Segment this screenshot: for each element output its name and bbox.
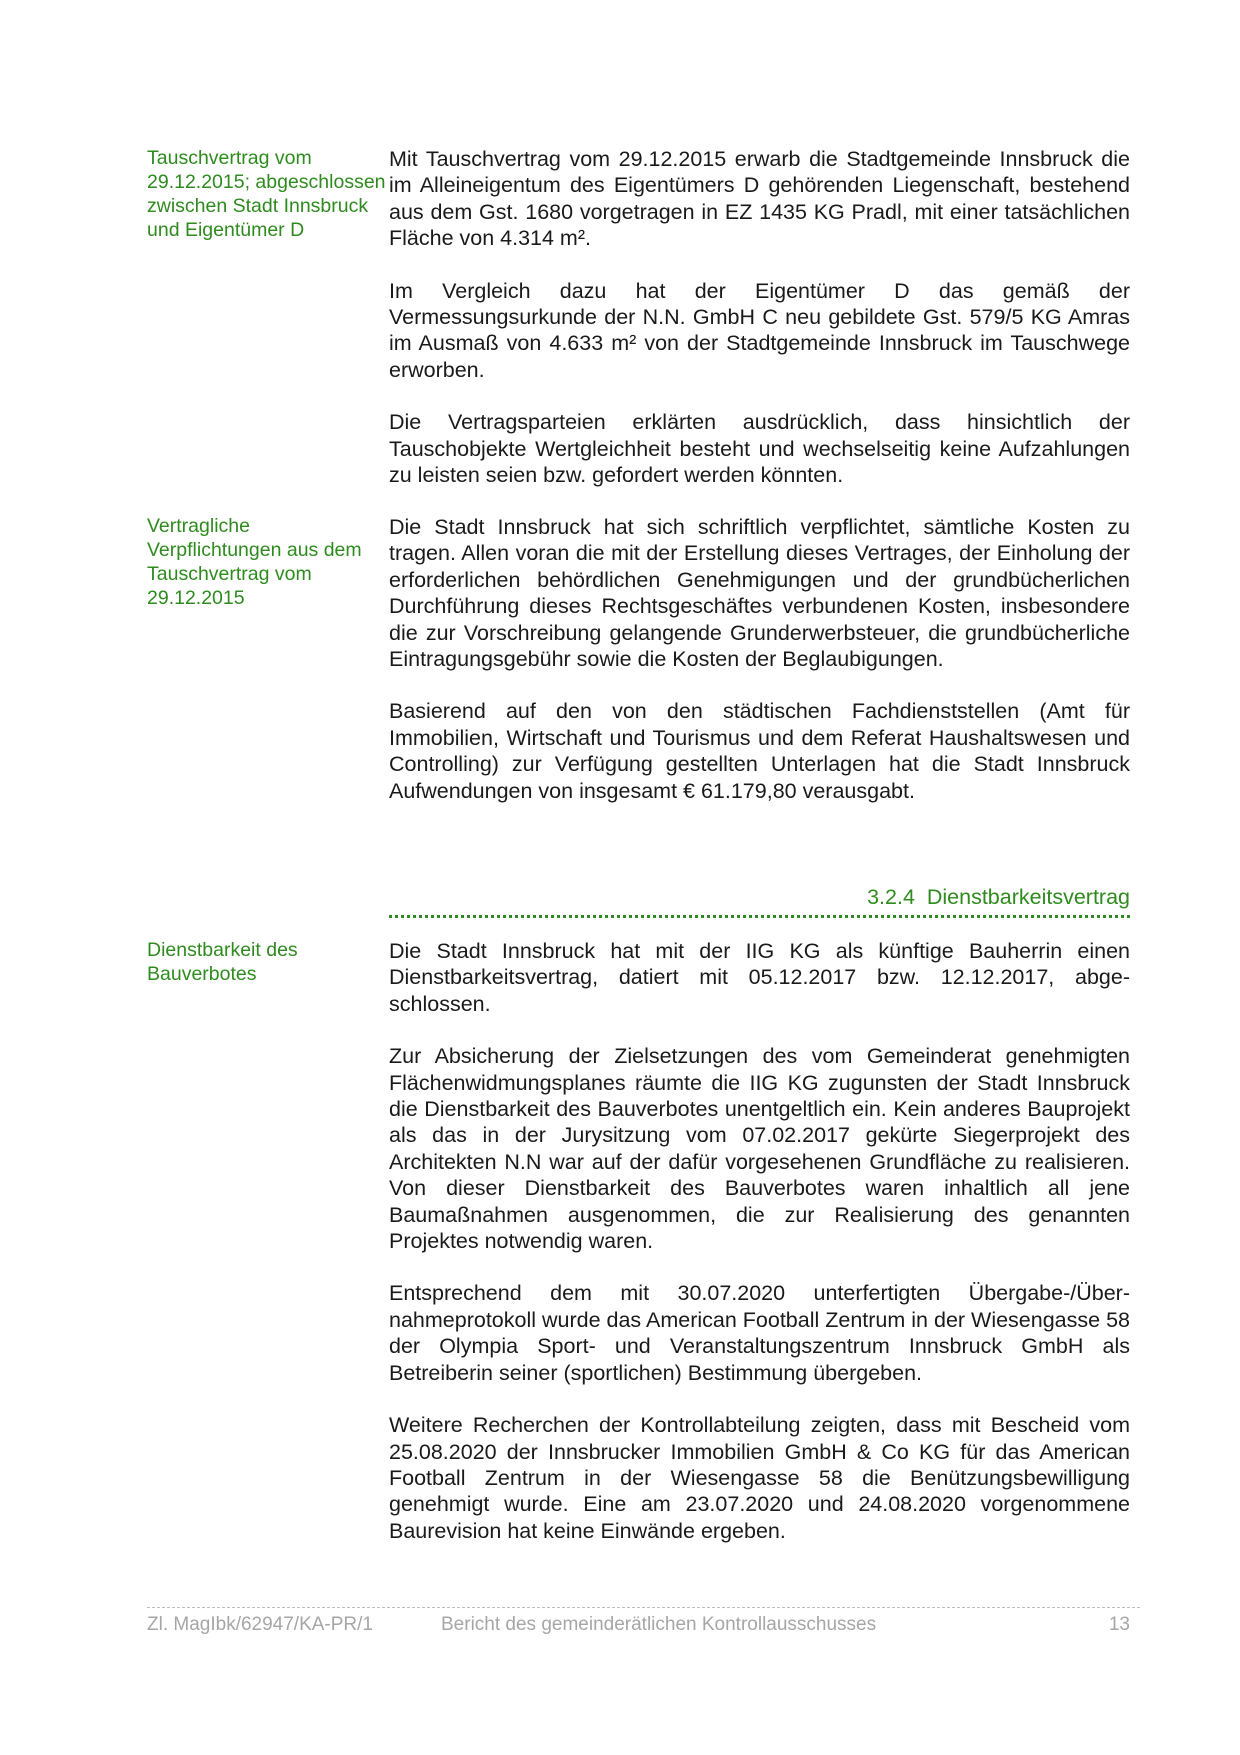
footer-divider xyxy=(147,1607,1140,1608)
section-heading xyxy=(389,884,1130,910)
section-divider xyxy=(389,915,1130,918)
paragraph: Mit Tauschvertrag vom 29.12.2015 erwarb die Stadtgemeinde Innsbruck die im Alleineigentum des Eigentümers D gehörenden Liegenschaft, bestehend aus dem Gst. 1680 vorgetragen in EZ 1435 KG Pradl, mit einer tatsächlichen Fläche von 4.314 m². xyxy=(389,147,1130,251)
paragraph: Zur Absicherung der Zielsetzungen des vom Gemeinderat genehmigten Flächenwidmungsplanes räumte die IIG KG zugunsten der Stadt Innsbruck die Dienstbarkeit des Bauverbotes unentgeltlich ein. Kein anderes Bauprojekt als das in der Jurysitzung vom 07.02.2017 gekürte Siegerprojekt des Architekten N.N war auf der dafür vorgesehenen Grundfläche zu realisieren. Von dieser Dienstbarkeit des Bauverbotes waren inhaltlich all jene Baumaßnahmen ausgenommen, die zur Realisierung des genannten Projektes notwendig waren. xyxy=(389,1044,1130,1254)
paragraph: Die Stadt Innsbruck hat sich schriftlich verpflichtet, sämtliche Kosten zu tragen. Allen voran die mit der Erstellung dieses Vertrages, der Einholung der erforderlichen behördlichen Genehmigungen und der grundbücherlichen Durchführung dieses Rechtsgeschäftes verbundenen Kosten, insbesondere die zur Vorschreibung gelangende Grunderwerbsteuer, die grundbücherliche Eintragungsgebühr sowie die Kosten der Beglaubigungen. xyxy=(389,515,1130,672)
body-block-tauschvertrag xyxy=(389,146,1130,514)
footer-reference: Zl. MagIbk/62947/KA-PR/1 xyxy=(147,1614,373,1635)
margin-note-dienstbarkeit: Dienstbarkeit des Bauverbotes xyxy=(147,939,298,985)
paragraph: Weitere Recherchen der Kontrollabteilung zeigten, dass mit Bescheid vom 25.08.2020 der Innsbrucker Immobilien GmbH & Co KG für das American Football Zentrum in der Wiesengasse 58 die Benützungsbewilligung genehmigt wurde. Eine am 23.07.2020 und 24.08.2020 vorgenommene Baurevision hat keine Einwände ergeben. xyxy=(389,1413,1130,1543)
paragraph: Die Stadt Innsbruck hat mit der IIG KG als künftige Bauherrin einen Dienstbarkeitsvertrag, datiert mit 05.12.2017 bzw. 12.12.2017, abgeschlossen. xyxy=(389,939,1130,1016)
paragraph: Im Vergleich dazu hat der Eigentümer D das gemäß der Vermessungsurkunde der N.N. GmbH C neu gebildete Gst. 579/5 KG Amras im Ausmaß von 4.633 m² von der Stadtgemeinde Innsbruck im Tauschwege erworben. xyxy=(389,278,1130,382)
paragraph: Basierend auf den von den städtischen Fachdienststellen (Amt für Immobilien, Wirtschaft und Tourismus und dem Referat Haushaltswesen und Controlling) zur Verfügung gestellten Unterlagen hat die Stadt Innsbruck Aufwendungen von insgesamt € 61.179,80 verausgabt. xyxy=(389,699,1130,803)
footer-title: Bericht des gemeinderätlichen Kontrollausschusses xyxy=(441,1614,877,1635)
paragraph: Die Vertragsparteien erklärten ausdrücklich, dass hinsichtlich der Tauschobjekte Wertgleichheit besteht und wechselseitig keine Aufzahlungen zu leisten seien bzw. gefordert werden könnten. xyxy=(389,410,1130,488)
page-number: 13 xyxy=(1108,1614,1130,1635)
section-title: Dienstbarkeitsvertrag xyxy=(926,885,1130,909)
margin-note-verpflichtungen: Vertragliche Verpflichtungen aus dem Tauschvertrag vom 29.12.2015 xyxy=(147,515,362,609)
paragraph: Entsprechend dem mit 30.07.2020 unterfertigten Übergabe-/Übernahmeprotokoll wurde das American Football Zentrum in der Wiesengasse 58 der Olympia Sport- und Veranstaltungszentrum Innsbruck GmbH als Betreiberin seiner (sportlichen) Bestimmung übergeben. xyxy=(389,1281,1130,1385)
body-block-dienstbarkeit xyxy=(389,938,1130,1570)
body-block-verpflichtungen xyxy=(389,514,1130,830)
margin-note-tauschvertrag: Tauschvertrag vom 29.12.2015; abgeschlossen zwischen Stadt Innsbruck und Eigentümer D xyxy=(147,147,386,241)
section-number: 3.2.4 xyxy=(867,885,915,909)
